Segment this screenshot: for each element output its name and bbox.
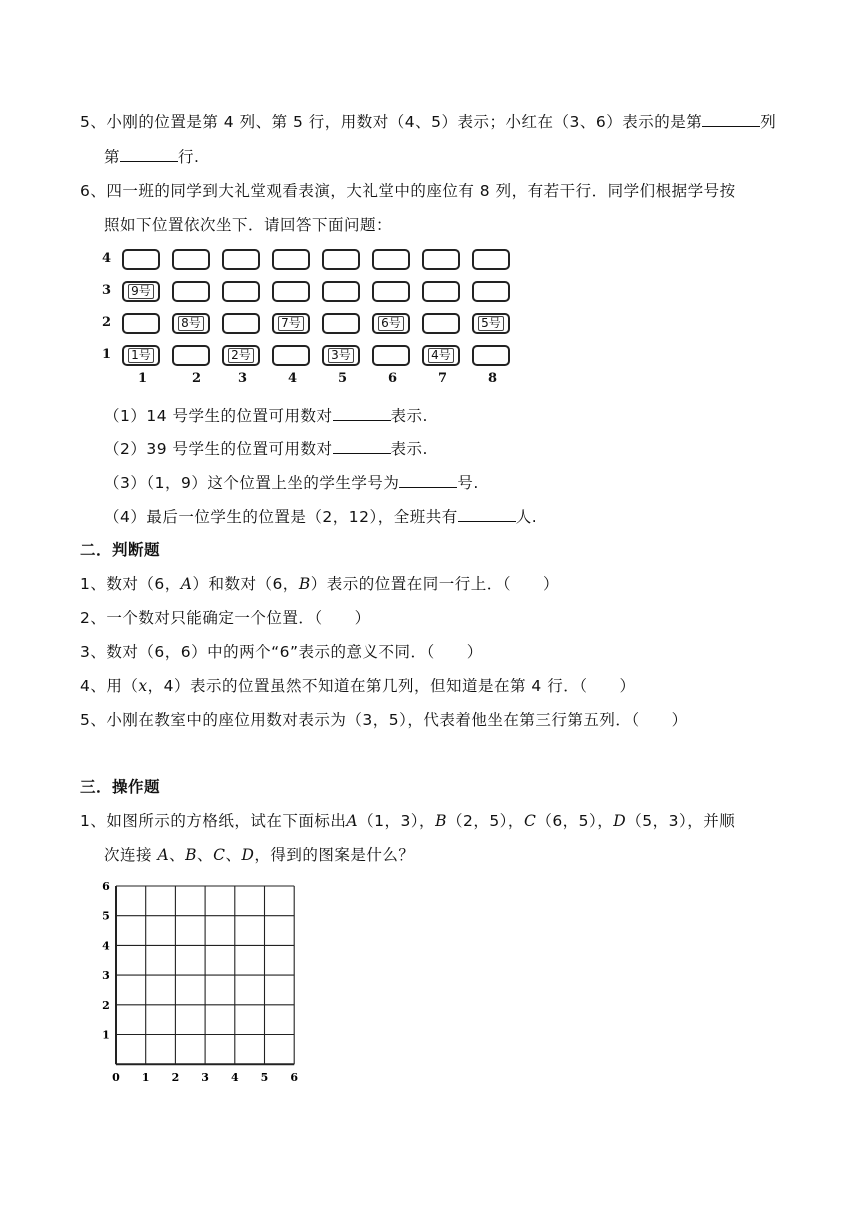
q6-sub1: （1）14 号学生的位置可用数对 表示. [104,404,428,427]
grid-y-tick-label: 6 [102,880,110,893]
q6-sub2: （2）39 号学生的位置可用数对 表示. [104,437,428,460]
q6-sub3: （3）（1，9）这个位置上坐的学生学号为 号. [104,471,479,494]
seat-student-number: 8号 [178,316,204,331]
seat-column-label: 3 [238,371,248,386]
answer-blank[interactable] [458,505,516,522]
seat [322,313,360,334]
seat [272,249,310,270]
seat-column-label: 5 [338,371,348,386]
seat [272,313,310,334]
judgement-item-3: 3、数对（6，6）中的两个“6”表示的意义不同．（ ） [80,643,483,661]
seat [222,281,260,302]
section-heading-operation: 三．操作题 [80,778,161,796]
operation-q1-line2: 次连接 A、B、C、D，得到的图案是什么？ [104,846,415,864]
seat-column-label: 8 [488,371,498,386]
grid-y-tick-label: 3 [102,969,110,983]
grid-x-tick-label: 5 [260,1071,269,1085]
grid-y-tick-label: 2 [102,998,110,1012]
seat-row-label: 1 [102,347,112,362]
answer-blank[interactable] [333,404,391,421]
seat [322,281,360,302]
seat [472,345,510,366]
seat-student-number: 6号 [378,316,404,331]
q6-sub4: （4）最后一位学生的位置是（2，12），全班共有 人. [104,505,537,528]
seat [422,281,460,302]
seat [172,345,210,366]
grid-y-tick-label: 1 [102,1028,110,1042]
seat-row-label: 2 [102,315,112,330]
seat [272,345,310,366]
seat [372,313,410,334]
grid-x-tick-label: 1 [141,1071,150,1085]
seat [122,345,160,366]
q5-line1: 5、小刚的位置是第 4 列、第 5 行，用数对（4、5）表示；小红在（3、6）表示的是第 列 [80,110,776,133]
seat [172,313,210,334]
seat [122,249,160,270]
answer-blank[interactable] [120,145,178,162]
seat [422,313,460,334]
answer-blank[interactable] [333,437,391,454]
seat-row-label: 3 [102,283,112,298]
seat [122,313,160,334]
seat-column-label: 6 [388,371,398,386]
answer-blank[interactable] [702,110,760,127]
operation-q1-line1: 1、如图所示的方格纸，试在下面标出A（1，3），B（2，5），C（6，5），D（5，3），并顺 [80,812,736,830]
seat [322,249,360,270]
judgement-item-5: 5、小刚在教室中的座位用数对表示为（3，5），代表着他坐在第三行第五列．（ ） [80,711,688,729]
grid-x-tick-label: 0 [112,1071,120,1085]
seat-row-label: 4 [102,251,112,266]
judgement-item-2: 2、一个数对只能确定一个位置．（ ） [80,609,371,627]
seat-student-number: 5号 [478,316,504,331]
grid-x-tick-label: 6 [290,1071,299,1085]
grid-y-tick-label: 4 [102,939,110,953]
q5-line2: 第 行. [104,145,199,168]
seat [122,281,160,302]
grid-y-tick-label: 5 [102,909,110,923]
seat [472,249,510,270]
seat [372,249,410,270]
grid-x-tick-label: 4 [230,1071,239,1085]
seat-student-number: 9号 [128,284,154,299]
answer-blank[interactable] [399,471,457,488]
seat [222,345,260,366]
seat [172,249,210,270]
seat-column-label: 1 [138,371,148,386]
seat [322,345,360,366]
seat [222,313,260,334]
seat [472,281,510,302]
seat [422,345,460,366]
seat-student-number: 7号 [278,316,304,331]
seat-column-label: 2 [192,371,202,386]
seat [172,281,210,302]
seat-student-number: 4号 [428,348,454,363]
q6-line1: 6、四一班的同学到大礼堂观看表演，大礼堂中的座位有 8 列，有若干行．同学们根据学号按 [80,182,736,200]
seat-student-number: 2号 [228,348,254,363]
seat [372,345,410,366]
seat [222,249,260,270]
section-heading-judgement: 二．判断题 [80,541,161,559]
grid-x-tick-label: 2 [171,1071,180,1085]
seat [422,249,460,270]
seat-column-label: 7 [438,371,448,386]
q6-line2: 照如下位置依次坐下．请回答下面问题： [104,216,393,234]
judgement-item-4: 4、用（x，4）表示的位置虽然不知道在第几列，但知道是在第 4 行．（ ） [80,677,636,695]
coordinate-grid [98,878,308,1086]
seat-student-number: 1号 [128,348,154,363]
judgement-item-1: 1、数对（6，A）和数对（6，B）表示的位置在同一行上．（ ） [80,575,559,593]
grid-x-tick-label: 3 [201,1071,209,1085]
seat [272,281,310,302]
seat [372,281,410,302]
seat-chart [100,244,524,390]
seat [472,313,510,334]
seat-column-label: 4 [288,371,298,386]
seat-student-number: 3号 [328,348,354,363]
